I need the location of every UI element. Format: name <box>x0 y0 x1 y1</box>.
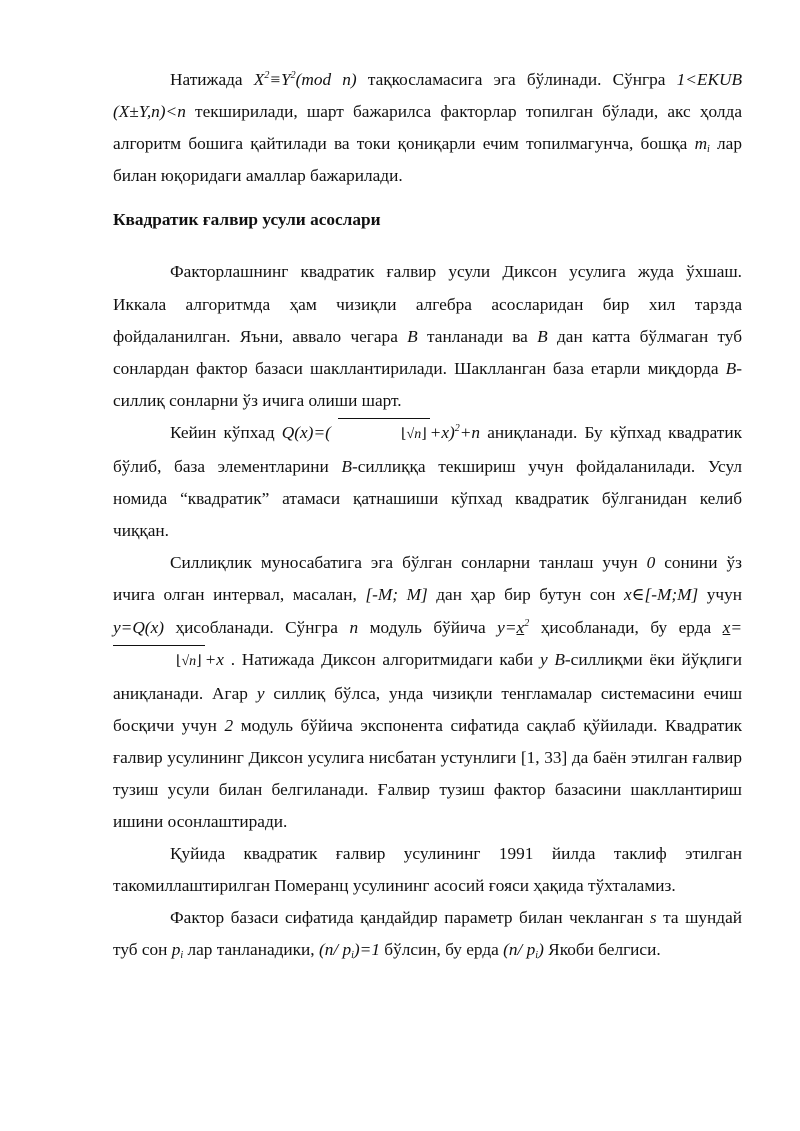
text: Натижада <box>170 70 243 89</box>
section-heading: Квадратик ғалвир усули асослари <box>113 210 381 230</box>
paragraph-2: Факторлашнинг квадратик ғалвир усули Диксон усулига жуда ўхшаш. Иккала алгоритмда ҳам чизиқли алгебра асосларидан бир хил тарзда фойдаланилган. Яъни, аввало чегара B танланади ва B дан катта бўлмаган туб сонлардан фактор базаси шакллантирилади. Шаклланган база етарли миқдорда B-силлиқ сонларни ўз ичига олиши шарт. <box>113 262 743 410</box>
document-page <box>113 64 742 967</box>
congruence-formula: $X^2\equiv Y^2(mod$ n) <box>253 70 357 89</box>
paragraph-3: Кейин кўпхад Q(x)=( ⌊√n⌋ +x)$^2$+n аниқланади. Бу кўпхад квадратик бўлиб, база элементларини B-силлиққа текшириш учун фойдаланилади. Усул номида “квадратик” атамаси қатнашиши кўпхад квадратик бўлганидан келиб чиққан. <box>113 417 742 547</box>
floor-sqrt-symbol: ⌊√n⌋ <box>338 419 430 451</box>
text: лар билан юқоридаги амаллар бажарилади. <box>113 134 742 186</box>
text: тақкосламасига эга бўлинади. Сўнгра <box>356 70 677 89</box>
polynomial-formula: Q(x)=( ⌊√n⌋ +x)$^2$+n <box>282 423 480 442</box>
text: текширилади, шарт бажарилса факторлар топилган бўлади, акс ҳолда алгоритм бошига қайтилади ва токи қониқарли ечим топилмагунча, бошқа <box>113 102 742 154</box>
paragraph-6: Фактор базаси сифатида қандайдир параметр билан чекланган s та шундай туб сон $p_i$ лар танланадики, (n/ $p_i)=1$ бўлсин, бу ерда (n/ $p_i$) Якоби белгиси. <box>113 908 742 962</box>
gcd-formula: 1<EKUB (X±Y,n)<n <box>113 70 743 122</box>
paragraph-4: Силлиқлик муносабатига эга бўлган сонларни танлаш учун 0 сонини ўз ичига олган интервал, масалан, [-M; M] дан ҳар бир бутун сон x∈[-M;M] учун y=Q(x) ҳисобланади. Сўнгра n модуль бўйича $y=x^2$ ҳисобланади, бу ерда x= ⌊√n⌋ +x . Натижада Диксон алгоритмидаги каби y B-силлиқми ёки йўқлиги аниқланади. Агар y силлиқ бўлса, унда чизиқли тенгламалар системасини ечиш босқичи учун 2 модуль бўйича экспонента сифатида сақлаб қўйилади. Квадратик ғалвир усулининг Диксон усулига нисбатан устунлиги [1, 33] да баён этилган ғалвир тузиш усули билан белгиланади. Ғалвир тузиш фактор базасини шакллантириш ишини осонлаштиради. <box>113 553 743 832</box>
floor-sqrt-symbol: ⌊√n⌋ <box>113 646 205 678</box>
paragraph-1 <box>113 64 742 192</box>
mi-symbol: $m_i$ <box>694 134 710 156</box>
paragraph-5: Қуйида квадратик ғалвир усулининг 1991 йилда таклиф этилган такомиллаштирилган Померанц усулининг асосий ғояси ҳақида тўхталамиз. <box>113 844 742 896</box>
